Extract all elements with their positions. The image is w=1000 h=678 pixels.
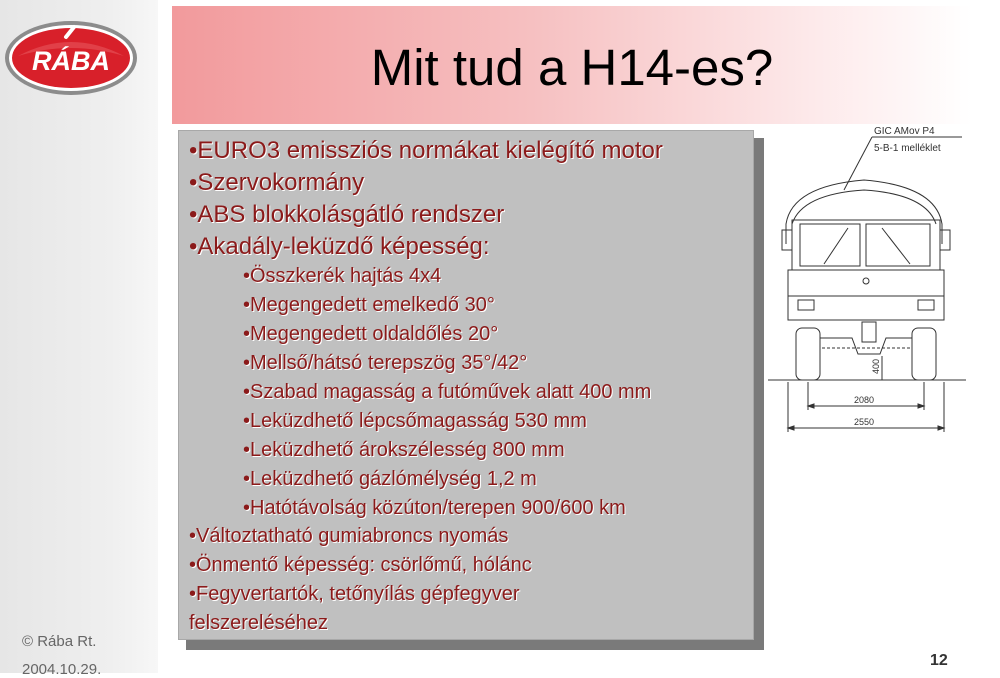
dim-track: 2080 (854, 395, 875, 405)
sub-bullet-3: •Megengedett oldaldőlés 20° (243, 323, 499, 345)
logo-text: RÁBA (32, 46, 110, 76)
sub-bullet-9: •Hatótávolság közúton/terepen 900/600 km (243, 497, 626, 519)
bullet-1: •EURO3 emissziós normákat kielégítő motor (189, 137, 663, 164)
slide-title: Mit tud a H14-es? (370, 39, 774, 96)
sub-bullet-6: •Leküzdhető lépcsőmagasság 530 mm (243, 410, 587, 432)
sub-bullet-2: •Megengedett emelkedő 30° (243, 294, 495, 316)
bullet-5: •Változtatható gumiabroncs nyomás (189, 525, 509, 547)
copyright: © Rába Rt. (22, 633, 97, 650)
raba-logo (4, 20, 138, 96)
title-band (172, 6, 972, 124)
bullet-3: •ABS blokkolásgátló rendszer (189, 201, 505, 228)
dim-clearance: 400 (871, 358, 881, 374)
sub-bullet-8: •Leküzdhető gázlómélység 1,2 m (243, 468, 537, 490)
page-number: 12 (930, 652, 948, 669)
bullet-6: •Önmentő képesség: csörlőmű, hólánc (189, 554, 532, 576)
bullet-2: •Szervokormány (189, 169, 365, 196)
dim-width: 2550 (854, 417, 875, 427)
date: 2004.10.29. (22, 661, 102, 678)
drawing-label-line1: GIC AMov P4 (874, 126, 935, 137)
left-sidebar (0, 0, 158, 678)
sub-bullet-4: •Mellső/hátsó terepszög 35°/42° (243, 352, 528, 374)
bullet-7: •Fegyvertartók, tetőnyílás gépfegyver (189, 583, 520, 605)
bullet-4: •Akadály-leküzdő képesség: (189, 233, 490, 260)
drawing-label-line2: 5-B-1 melléklet (874, 143, 941, 154)
sub-bullet-1: •Összkerék hajtás 4x4 (243, 265, 442, 287)
sub-bullet-5: •Szabad magasság a futóművek alatt 400 mm (243, 381, 652, 403)
content-box (178, 130, 754, 640)
bullet-7-continuation: felszereléséhez (189, 612, 328, 634)
vehicle-front-drawing (762, 124, 972, 436)
sub-bullet-7: •Leküzdhető árokszélesség 800 mm (243, 439, 565, 461)
